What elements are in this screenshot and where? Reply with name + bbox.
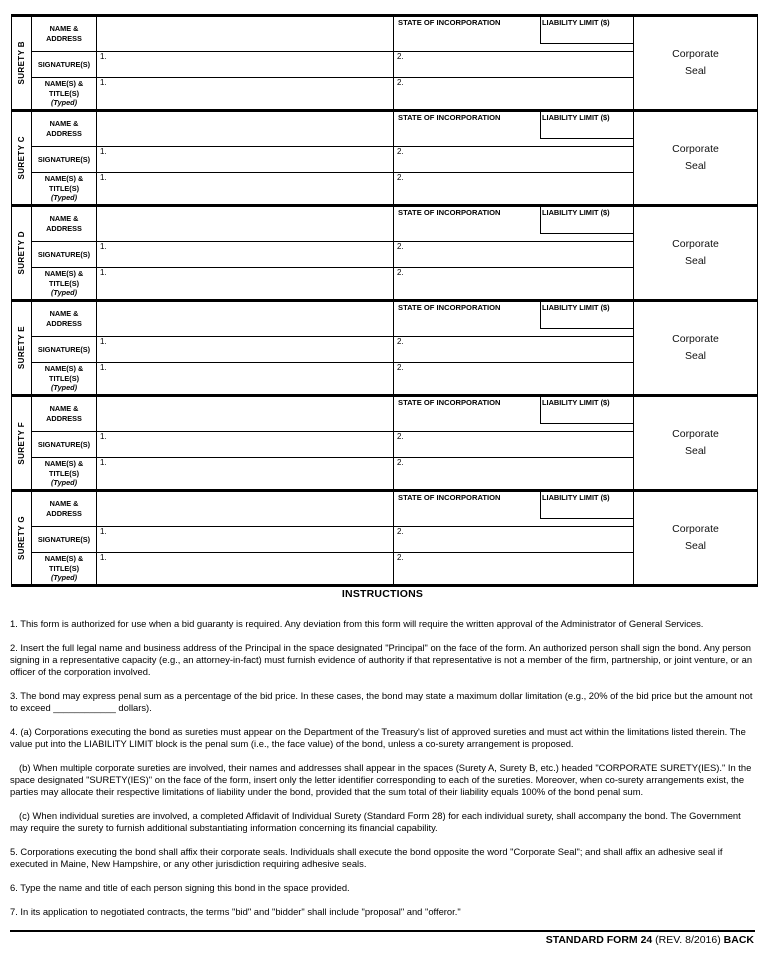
cell-number: 2. — [397, 147, 404, 156]
cell-number: 1. — [100, 268, 107, 277]
cell-number: 1. — [100, 553, 107, 562]
name-title-field-1[interactable] — [97, 78, 393, 109]
state-of-incorporation-field[interactable] — [393, 492, 540, 527]
form-back-label: BACK — [723, 934, 754, 946]
instruction-paragraph: (c) When individual sureties are involved, a completed Affidavit of Individual Surety (Standard Form 28) for each individual surety, shall accompany the bond. The Government may require the surety to furnish additional substantiating information concerning its financial capability. — [10, 810, 741, 833]
typed-note: (Typed) — [50, 98, 78, 108]
surety-c-section — [12, 112, 757, 207]
name-address-field[interactable] — [97, 112, 393, 147]
row-label-names-titles: NAME(S) & TITLE(S) (Typed) — [32, 173, 97, 204]
surety-label: SURETY G — [17, 516, 26, 560]
liability-limit-field[interactable] — [540, 492, 633, 527]
row-label-signatures: SIGNATURE(S) — [32, 147, 97, 173]
name-address-field[interactable] — [97, 17, 393, 52]
surety-row-header — [12, 17, 32, 109]
typed-note: (Typed) — [50, 288, 78, 298]
cell-number: 2. — [397, 527, 404, 536]
cell-number: 1. — [100, 78, 107, 87]
liability-limit-header: LIABILITY LIMIT ($) — [542, 208, 610, 217]
liability-limit-field[interactable] — [540, 397, 633, 432]
instruction-paragraph: 2. Insert the full legal name and business address of the Principal in the space designated "Principal" on the face of the form. An authorized person shall sign the bond. Any person signing in a representative capacity (e.g., an attorney-in-fact) must furnish evidence of authority if that representative is not a member of the firm, partnership, or joint venture, or an officer of the corporation involved. — [10, 642, 753, 677]
cell-number: 1. — [100, 363, 107, 372]
row-label-names-titles: NAME(S) & TITLE(S) (Typed) — [32, 78, 97, 109]
corporate-seal-area: Corporate Seal — [633, 397, 757, 489]
state-of-incorporation-header: STATE OF INCORPORATION — [398, 493, 501, 502]
surety-label: SURETY C — [17, 136, 26, 180]
cell-number: 1. — [100, 432, 107, 441]
cell-number: 2. — [397, 337, 404, 346]
corporate-seal-area: Corporate Seal — [633, 207, 757, 299]
signature-field-1[interactable] — [97, 337, 393, 363]
cell-number: 2. — [397, 242, 404, 251]
name-address-field[interactable] — [97, 397, 393, 432]
row-label-name-address: NAME & ADDRESS — [32, 207, 97, 242]
state-of-incorporation-field[interactable] — [393, 17, 540, 52]
surety-b-section — [12, 17, 757, 112]
corporate-seal-area: Corporate Seal — [633, 302, 757, 394]
cell-number: 2. — [397, 432, 404, 441]
name-title-field-2[interactable] — [393, 173, 633, 204]
surety-row-header — [12, 207, 32, 299]
surety-row-header — [12, 302, 32, 394]
liability-limit-header: LIABILITY LIMIT ($) — [542, 303, 610, 312]
name-address-field[interactable] — [97, 207, 393, 242]
liability-limit-field[interactable] — [540, 17, 633, 52]
surety-label: SURETY E — [17, 326, 26, 370]
cell-number: 2. — [397, 458, 404, 467]
corporate-seal-area: Corporate Seal — [633, 112, 757, 204]
signature-field-2[interactable] — [393, 52, 633, 78]
liability-limit-field[interactable] — [540, 112, 633, 147]
name-title-field-1[interactable] — [97, 553, 393, 584]
row-label-signatures: SIGNATURE(S) — [32, 242, 97, 268]
instructions-section — [10, 588, 755, 946]
state-of-incorporation-header: STATE OF INCORPORATION — [398, 113, 501, 122]
surety-label: SURETY F — [17, 421, 26, 465]
instruction-paragraph: 1. This form is authorized for use when a bid guaranty is required. Any deviation from this form will require the written approval of the Administrator of General Services. — [10, 618, 704, 629]
cell-number: 1. — [100, 52, 107, 61]
cell-number: 2. — [397, 553, 404, 562]
liability-limit-header: LIABILITY LIMIT ($) — [542, 18, 610, 27]
signature-field-2[interactable] — [393, 242, 633, 268]
name-title-field-1[interactable] — [97, 268, 393, 299]
row-label-signatures: SIGNATURE(S) — [32, 337, 97, 363]
state-of-incorporation-field[interactable] — [393, 112, 540, 147]
typed-note: (Typed) — [50, 193, 78, 203]
row-label-name-address: NAME & ADDRESS — [32, 492, 97, 527]
state-of-incorporation-header: STATE OF INCORPORATION — [398, 303, 501, 312]
state-of-incorporation-field[interactable] — [393, 397, 540, 432]
name-title-field-2[interactable] — [393, 458, 633, 489]
surety-label: SURETY B — [17, 41, 26, 85]
signature-field-1[interactable] — [97, 52, 393, 78]
signature-field-2[interactable] — [393, 527, 633, 553]
name-address-field[interactable] — [97, 302, 393, 337]
signature-field-1[interactable] — [97, 432, 393, 458]
corporate-seal-area: Corporate Seal — [633, 492, 757, 584]
surety-d-section — [12, 207, 757, 302]
cell-number: 2. — [397, 173, 404, 182]
cell-number: 2. — [397, 52, 404, 61]
surety-e-section — [12, 302, 757, 397]
instructions-list — [10, 618, 755, 918]
signature-field-1[interactable] — [97, 147, 393, 173]
state-of-incorporation-header: STATE OF INCORPORATION — [398, 398, 501, 407]
state-of-incorporation-field[interactable] — [393, 302, 540, 337]
signature-field-2[interactable] — [393, 432, 633, 458]
liability-limit-field[interactable] — [540, 207, 633, 242]
surety-f-section — [12, 397, 757, 492]
surety-row-header — [12, 492, 32, 584]
cell-number: 2. — [397, 363, 404, 372]
instructions-heading: INSTRUCTIONS — [341, 588, 424, 600]
name-title-field-1[interactable] — [97, 173, 393, 204]
instruction-paragraph: 3. The bond may express penal sum as a percentage of the bid price. In these cases, the bond may state a maximum dollar limitation (e.g., 20% of the bid price but the amount not to exceed ____________ dollars). — [10, 690, 753, 713]
row-label-signatures: SIGNATURE(S) — [32, 432, 97, 458]
form-revision: (REV. 8/2016) — [652, 934, 724, 946]
liability-limit-header: LIABILITY LIMIT ($) — [542, 113, 610, 122]
row-label-names-titles: NAME(S) & TITLE(S) (Typed) — [32, 553, 97, 584]
row-label-names-titles: NAME(S) & TITLE(S) (Typed) — [32, 268, 97, 299]
state-of-incorporation-header: STATE OF INCORPORATION — [398, 208, 501, 217]
surety-label: SURETY D — [17, 231, 26, 275]
form-number: STANDARD FORM 24 — [545, 934, 653, 946]
cell-number: 2. — [397, 268, 404, 277]
row-label-names-titles: NAME(S) & TITLE(S) (Typed) — [32, 458, 97, 489]
cell-number: 1. — [100, 337, 107, 346]
signature-field-2[interactable] — [393, 147, 633, 173]
instruction-paragraph: 7. In its application to negotiated contracts, the terms "bid" and "bidder" shall include "proposal" and "offeror." — [10, 906, 461, 917]
signature-field-2[interactable] — [393, 337, 633, 363]
cell-number: 1. — [100, 147, 107, 156]
footer-rule — [10, 930, 755, 932]
cell-number: 1. — [100, 173, 107, 182]
instruction-paragraph: 6. Type the name and title of each person signing this bond in the space provided. — [10, 882, 350, 893]
signature-field-1[interactable] — [97, 242, 393, 268]
surety-row-header — [12, 397, 32, 489]
instruction-paragraph: (b) When multiple corporate sureties are involved, their names and addresses shall appear in the spaces (Surety A, Surety B, etc.) headed "CORPORATE SURETY(IES)." In the space designated "SURETY(IES)" on the face of the form, insert only the letter identifier corresponding to each of the sureties. Moreover, when co-surety arrangements exist, the parties may allocate their respective limitations of liability under the bond, provided that the sum total of their liability equals 100% of the bond penal sum. — [10, 762, 752, 797]
corporate-surety-table — [11, 14, 758, 587]
instruction-paragraph: 5. Corporations executing the bond shall affix their corporate seals. Individuals shall execute the bond opposite the word "Corporate Seal"; and shall affix an adhesive seal if executed in Maine, New Hampshire, or any other jurisdiction requiring adhesive seals. — [10, 846, 723, 869]
row-label-name-address: NAME & ADDRESS — [32, 17, 97, 52]
state-of-incorporation-header: STATE OF INCORPORATION — [398, 18, 501, 27]
row-label-signatures: SIGNATURE(S) — [32, 52, 97, 78]
name-title-field-1[interactable] — [97, 363, 393, 394]
name-title-field-2[interactable] — [393, 78, 633, 109]
surety-row-header — [12, 112, 32, 204]
name-title-field-2[interactable] — [393, 553, 633, 584]
state-of-incorporation-field[interactable] — [393, 207, 540, 242]
liability-limit-field[interactable] — [540, 302, 633, 337]
cell-number: 1. — [100, 527, 107, 536]
row-label-names-titles: NAME(S) & TITLE(S) (Typed) — [32, 363, 97, 394]
name-title-field-1[interactable] — [97, 458, 393, 489]
surety-g-section — [12, 492, 757, 584]
typed-note: (Typed) — [50, 383, 78, 393]
cell-number: 1. — [100, 242, 107, 251]
cell-number: 1. — [100, 458, 107, 467]
signature-field-1[interactable] — [97, 527, 393, 553]
liability-limit-header: LIABILITY LIMIT ($) — [542, 398, 610, 407]
corporate-seal-area: Corporate Seal — [633, 17, 757, 109]
row-label-name-address: NAME & ADDRESS — [32, 112, 97, 147]
name-title-field-2[interactable] — [393, 268, 633, 299]
cell-number: 2. — [397, 78, 404, 87]
name-address-field[interactable] — [97, 492, 393, 527]
row-label-name-address: NAME & ADDRESS — [32, 302, 97, 337]
row-label-name-address: NAME & ADDRESS — [32, 397, 97, 432]
liability-limit-header: LIABILITY LIMIT ($) — [542, 493, 610, 502]
typed-note: (Typed) — [50, 478, 78, 488]
name-title-field-2[interactable] — [393, 363, 633, 394]
form-footer — [10, 934, 755, 946]
instruction-paragraph: 4. (a) Corporations executing the bond as sureties must appear on the Department of the Treasury's list of approved sureties and must act within the limitations listed therein. The value put into the LIABILITY LIMIT block is the penal sum (i.e., the face value) of the bond, unless a co-surety arrangement is proposed. — [10, 726, 746, 749]
typed-note: (Typed) — [50, 573, 78, 583]
row-label-signatures: SIGNATURE(S) — [32, 527, 97, 553]
